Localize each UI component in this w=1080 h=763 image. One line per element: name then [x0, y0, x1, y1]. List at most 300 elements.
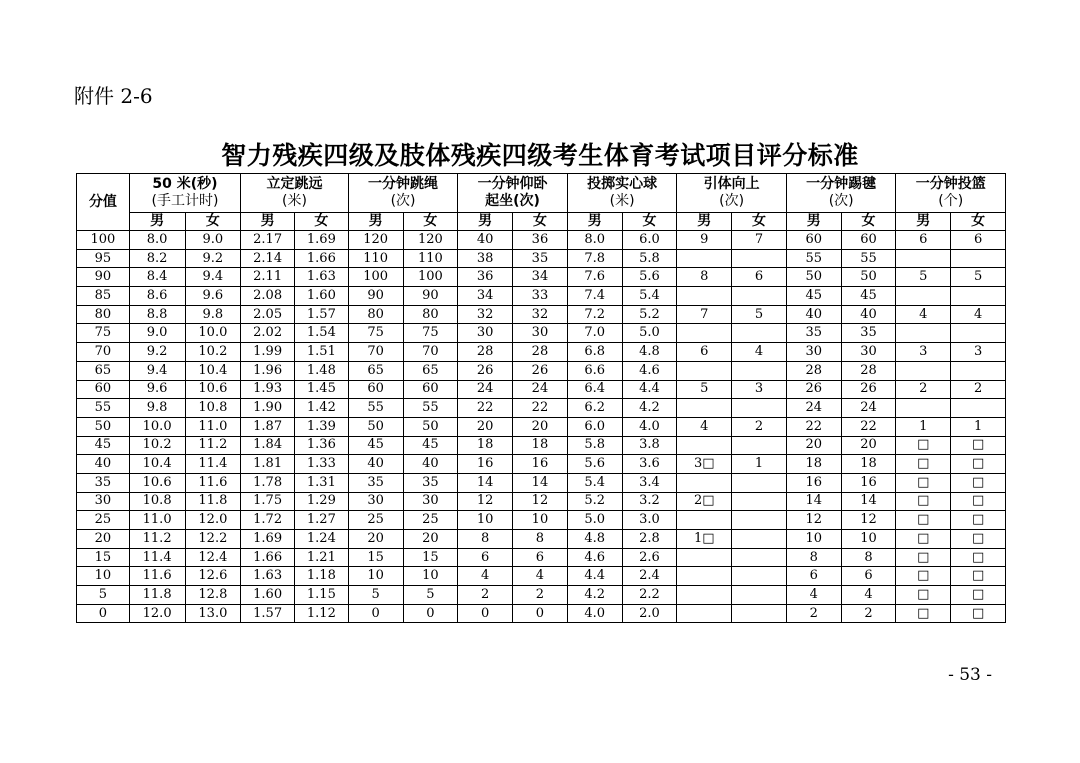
score-cell: 95	[77, 249, 130, 268]
table-cell: 9.4	[129, 361, 185, 380]
table-cell: □	[896, 548, 951, 567]
table-cell: 1.66	[241, 548, 295, 567]
table-cell: 3.2	[622, 492, 677, 511]
table-cell	[732, 548, 787, 567]
table-cell: 9.8	[129, 399, 185, 418]
table-cell: 65	[403, 361, 458, 380]
table-cell: 1.84	[241, 436, 295, 455]
table-cell: 12.2	[185, 530, 241, 549]
table-cell: 10	[348, 567, 403, 586]
table-cell: 50	[348, 417, 403, 436]
table-cell: 9.6	[185, 287, 241, 306]
table-cell: 8	[677, 268, 732, 287]
table-cell: 1.75	[241, 492, 295, 511]
table-cell: 11.6	[129, 567, 185, 586]
table-cell: 14	[458, 473, 513, 492]
score-cell: 85	[77, 287, 130, 306]
table-cell: □	[896, 567, 951, 586]
table-cell: 50	[786, 268, 841, 287]
event-name: 50 米(秒)	[152, 176, 218, 192]
table-cell	[896, 249, 951, 268]
table-cell: □	[896, 586, 951, 605]
table-cell: 2.05	[241, 305, 295, 324]
table-cell: 11.8	[129, 586, 185, 605]
male-header: 男	[241, 213, 295, 231]
female-header: 女	[403, 213, 458, 231]
table-cell: 1.54	[295, 324, 349, 343]
table-cell: 1.60	[295, 287, 349, 306]
male-header: 男	[348, 213, 403, 231]
table-cell: 1.12	[295, 604, 349, 623]
table-cell: 3	[896, 343, 951, 362]
table-cell: 40	[786, 305, 841, 324]
table-cell: 16	[513, 455, 568, 474]
table-cell: 9.6	[129, 380, 185, 399]
table-cell: □	[896, 511, 951, 530]
score-cell: 50	[77, 417, 130, 436]
table-cell: 80	[348, 305, 403, 324]
table-cell: 1.36	[295, 436, 349, 455]
table-cell: □	[951, 604, 1006, 623]
table-cell: 1	[951, 417, 1006, 436]
table-cell: 28	[786, 361, 841, 380]
table-cell: 33	[513, 287, 568, 306]
table-cell: 60	[841, 231, 896, 250]
table-cell: 12	[458, 492, 513, 511]
table-cell: 10.6	[185, 380, 241, 399]
table-cell: 80	[403, 305, 458, 324]
table-cell: 16	[786, 473, 841, 492]
table-cell: 1.63	[241, 567, 295, 586]
table-cell	[951, 324, 1006, 343]
table-cell: □	[896, 492, 951, 511]
table-cell: 10	[786, 530, 841, 549]
table-cell: 7.6	[567, 268, 622, 287]
table-cell: 3.8	[622, 436, 677, 455]
male-header: 男	[896, 213, 951, 231]
table-cell: 1.27	[295, 511, 349, 530]
table-cell: 6	[513, 548, 568, 567]
table-cell	[896, 287, 951, 306]
table-cell: 0	[458, 604, 513, 623]
table-cell: 0	[403, 604, 458, 623]
table-cell: 35	[403, 473, 458, 492]
table-cell: 8.8	[129, 305, 185, 324]
table-cell: 55	[786, 249, 841, 268]
table-cell: 5.0	[622, 324, 677, 343]
table-cell	[896, 361, 951, 380]
table-cell: 50	[841, 268, 896, 287]
table-cell: 1.66	[295, 249, 349, 268]
table-cell: 26	[458, 361, 513, 380]
table-cell: 8.0	[567, 231, 622, 250]
table-cell: 4	[841, 586, 896, 605]
table-cell: 8	[786, 548, 841, 567]
table-cell: 11.8	[185, 492, 241, 511]
table-cell	[677, 586, 732, 605]
table-cell: □	[951, 436, 1006, 455]
table-cell: 3.6	[622, 455, 677, 474]
table-cell: 5	[896, 268, 951, 287]
table-cell: 12.0	[129, 604, 185, 623]
table-cell	[732, 511, 787, 530]
table-cell: 3.4	[622, 473, 677, 492]
event-header	[786, 174, 896, 213]
table-cell: 5.2	[622, 305, 677, 324]
table-cell: 1.48	[295, 361, 349, 380]
table-cell: 7.0	[567, 324, 622, 343]
table-cell: 4	[951, 305, 1006, 324]
table-cell	[677, 361, 732, 380]
table-cell: 38	[458, 249, 513, 268]
table-cell: 2.08	[241, 287, 295, 306]
attachment-label: 附件 2-6	[74, 84, 153, 108]
table-cell: 9.2	[185, 249, 241, 268]
table-cell: 13.0	[185, 604, 241, 623]
table-cell: 25	[348, 511, 403, 530]
score-cell: 15	[77, 548, 130, 567]
table-cell: 2.17	[241, 231, 295, 250]
event-name: 一分钟投篮	[915, 176, 986, 192]
score-cell: 75	[77, 324, 130, 343]
table-cell: 5.2	[567, 492, 622, 511]
table-row	[77, 530, 1006, 549]
table-cell: 6	[458, 548, 513, 567]
table-cell: 4.4	[622, 380, 677, 399]
table-cell: 7.4	[567, 287, 622, 306]
female-header: 女	[513, 213, 568, 231]
table-cell: 11.2	[185, 436, 241, 455]
table-cell: 1.45	[295, 380, 349, 399]
table-cell	[677, 287, 732, 306]
table-cell: 4	[786, 586, 841, 605]
table-cell	[677, 511, 732, 530]
table-cell: 2	[458, 586, 513, 605]
table-cell: □	[951, 492, 1006, 511]
table-cell: 6.4	[567, 380, 622, 399]
score-cell: 25	[77, 511, 130, 530]
table-cell: 30	[458, 324, 513, 343]
table-cell: 5	[348, 586, 403, 605]
table-cell: □	[951, 548, 1006, 567]
table-cell: 40	[403, 455, 458, 474]
table-cell: 1.72	[241, 511, 295, 530]
table-cell: 1.24	[295, 530, 349, 549]
table-row	[77, 417, 1006, 436]
table-cell: 5	[951, 268, 1006, 287]
table-cell: 45	[841, 287, 896, 306]
table-cell: 100	[403, 268, 458, 287]
table-row	[77, 343, 1006, 362]
table-cell: 10.2	[185, 343, 241, 362]
table-cell: 9.2	[129, 343, 185, 362]
table-cell: 1	[732, 455, 787, 474]
table-cell: 6	[786, 567, 841, 586]
table-cell: 70	[403, 343, 458, 362]
table-cell: 24	[786, 399, 841, 418]
table-cell: 35	[786, 324, 841, 343]
table-cell	[951, 287, 1006, 306]
table-cell: 75	[403, 324, 458, 343]
table-row	[77, 361, 1006, 380]
table-cell: 60	[403, 380, 458, 399]
event-header	[241, 174, 349, 213]
table-cell: 120	[348, 231, 403, 250]
table-cell	[896, 399, 951, 418]
table-cell: 90	[348, 287, 403, 306]
table-cell	[732, 473, 787, 492]
table-cell: 30	[348, 492, 403, 511]
table-cell: 1.39	[295, 417, 349, 436]
table-cell	[732, 287, 787, 306]
table-cell: 1.57	[241, 604, 295, 623]
table-row	[77, 399, 1006, 418]
table-cell: 20	[513, 417, 568, 436]
event-name: 引体向上	[703, 176, 760, 192]
score-cell: 10	[77, 567, 130, 586]
table-cell: 1.21	[295, 548, 349, 567]
event-name: 投掷实心球	[587, 176, 658, 192]
event-header	[567, 174, 677, 213]
table-cell: 1	[896, 417, 951, 436]
event-unit: (次)	[390, 193, 416, 209]
table-cell: 6	[677, 343, 732, 362]
table-cell: 5	[403, 586, 458, 605]
table-cell: 5	[677, 380, 732, 399]
table-cell: 10.6	[129, 473, 185, 492]
score-cell: 90	[77, 268, 130, 287]
page-title: 智力残疾四级及肢体残疾四级考生体育考试项目评分标准	[221, 141, 859, 170]
table-cell: 5.4	[622, 287, 677, 306]
table-cell: 6.0	[567, 417, 622, 436]
table-cell: 1.93	[241, 380, 295, 399]
table-cell: 2.4	[622, 567, 677, 586]
female-header: 女	[295, 213, 349, 231]
table-cell: 6	[951, 231, 1006, 250]
table-cell	[732, 604, 787, 623]
table-cell: 1.31	[295, 473, 349, 492]
table-cell: □	[951, 586, 1006, 605]
table-cell: 10	[403, 567, 458, 586]
page-number: - 53 -	[948, 665, 992, 685]
table-cell: 18	[513, 436, 568, 455]
table-cell: 1.29	[295, 492, 349, 511]
table-cell: 14	[786, 492, 841, 511]
table-cell	[732, 530, 787, 549]
table-cell: 26	[513, 361, 568, 380]
table-cell: 10.0	[185, 324, 241, 343]
table-cell: 1.78	[241, 473, 295, 492]
table-cell: 12	[786, 511, 841, 530]
table-cell: 11.0	[129, 511, 185, 530]
table-cell: 5.8	[567, 436, 622, 455]
score-cell: 100	[77, 231, 130, 250]
table-cell: 5.4	[567, 473, 622, 492]
table-cell: □	[896, 530, 951, 549]
event-header	[348, 174, 458, 213]
male-header: 男	[677, 213, 732, 231]
table-cell	[677, 436, 732, 455]
table-cell: 10.4	[185, 361, 241, 380]
table-cell: 7.2	[567, 305, 622, 324]
score-cell: 60	[77, 380, 130, 399]
table-cell	[732, 586, 787, 605]
table-row	[77, 604, 1006, 623]
table-row	[77, 511, 1006, 530]
table-cell: 11.6	[185, 473, 241, 492]
table-cell: 1.33	[295, 455, 349, 474]
table-cell: 1.63	[295, 268, 349, 287]
table-cell: 22	[458, 399, 513, 418]
table-row	[77, 473, 1006, 492]
event-name: 一分钟跳绳	[368, 176, 439, 192]
table-cell	[732, 399, 787, 418]
table-cell: 8	[458, 530, 513, 549]
table-cell: 35	[513, 249, 568, 268]
table-cell: 18	[458, 436, 513, 455]
score-cell: 0	[77, 604, 130, 623]
table-cell: 40	[841, 305, 896, 324]
table-row	[77, 231, 1006, 250]
table-cell: 20	[458, 417, 513, 436]
male-header: 男	[567, 213, 622, 231]
score-cell: 45	[77, 436, 130, 455]
table-cell: 4	[896, 305, 951, 324]
table-cell: 6.0	[622, 231, 677, 250]
table-cell: 4	[458, 567, 513, 586]
table-cell: 12	[513, 492, 568, 511]
event-unit: (米)	[609, 193, 635, 209]
table-cell: 50	[403, 417, 458, 436]
table-cell: □	[951, 567, 1006, 586]
table-row	[77, 436, 1006, 455]
female-header: 女	[841, 213, 896, 231]
event-unit: (次)	[719, 193, 745, 209]
table-cell: 0	[513, 604, 568, 623]
table-cell: 2.14	[241, 249, 295, 268]
table-cell: 2	[732, 417, 787, 436]
table-cell: 36	[513, 231, 568, 250]
table-cell	[677, 567, 732, 586]
table-cell: 40	[458, 231, 513, 250]
score-cell: 30	[77, 492, 130, 511]
table-cell	[677, 249, 732, 268]
score-cell: 20	[77, 530, 130, 549]
table-cell: 1.87	[241, 417, 295, 436]
table-cell: 10.4	[129, 455, 185, 474]
table-cell: 8.2	[129, 249, 185, 268]
score-header: 分值	[77, 174, 130, 231]
table-cell: 22	[513, 399, 568, 418]
table-cell: 8.4	[129, 268, 185, 287]
table-cell: 9.4	[185, 268, 241, 287]
score-table	[76, 173, 1006, 623]
table-cell: 10	[841, 530, 896, 549]
event-unit: (个)	[938, 193, 964, 209]
table-cell: 28	[841, 361, 896, 380]
table-cell	[732, 492, 787, 511]
table-cell: □	[896, 455, 951, 474]
table-cell: 34	[458, 287, 513, 306]
score-cell: 40	[77, 455, 130, 474]
table-cell	[732, 436, 787, 455]
table-cell: 2.2	[622, 586, 677, 605]
table-cell: 28	[458, 343, 513, 362]
table-cell: 110	[403, 249, 458, 268]
table-cell: 36	[458, 268, 513, 287]
table-cell: □	[896, 473, 951, 492]
table-cell: 2	[951, 380, 1006, 399]
table-cell: 4	[513, 567, 568, 586]
score-cell: 65	[77, 361, 130, 380]
table-cell: 15	[348, 548, 403, 567]
table-cell	[896, 324, 951, 343]
table-cell: 16	[458, 455, 513, 474]
table-body	[77, 231, 1006, 623]
table-cell: 10.0	[129, 417, 185, 436]
table-cell: 1.51	[295, 343, 349, 362]
table-cell: 12	[841, 511, 896, 530]
table-cell: 2	[841, 604, 896, 623]
table-cell: 1.90	[241, 399, 295, 418]
table-cell: 2.8	[622, 530, 677, 549]
table-cell: □	[951, 530, 1006, 549]
table-cell: 3	[732, 380, 787, 399]
table-cell: 1.57	[295, 305, 349, 324]
table-cell: 12.6	[185, 567, 241, 586]
table-cell: 4.8	[567, 530, 622, 549]
table-cell: 1□	[677, 530, 732, 549]
table-cell: 32	[458, 305, 513, 324]
female-header: 女	[732, 213, 787, 231]
table-row	[77, 586, 1006, 605]
table-cell: 55	[841, 249, 896, 268]
table-cell: 9.0	[129, 324, 185, 343]
table-cell: 12.8	[185, 586, 241, 605]
table-cell: 5	[732, 305, 787, 324]
table-cell: 45	[786, 287, 841, 306]
male-header: 男	[786, 213, 841, 231]
table-cell	[677, 399, 732, 418]
score-cell: 55	[77, 399, 130, 418]
female-header: 女	[622, 213, 677, 231]
table-cell: 110	[348, 249, 403, 268]
table-cell: 8.0	[129, 231, 185, 250]
table-row	[77, 268, 1006, 287]
table-cell: 7	[677, 305, 732, 324]
table-cell: 5.0	[567, 511, 622, 530]
table-cell: 30	[513, 324, 568, 343]
table-cell: 30	[403, 492, 458, 511]
table-cell: 60	[786, 231, 841, 250]
table-cell: 5.6	[622, 268, 677, 287]
table-cell: 22	[841, 417, 896, 436]
table-cell: 26	[841, 380, 896, 399]
event-name: 一分钟踢毽	[806, 176, 877, 192]
table-cell: 10.8	[129, 492, 185, 511]
table-cell: 3.0	[622, 511, 677, 530]
table-cell: 20	[786, 436, 841, 455]
table-cell: 10.8	[185, 399, 241, 418]
event-unit: 起坐(次)	[485, 193, 540, 209]
table-cell: 1.18	[295, 567, 349, 586]
table-cell: 25	[403, 511, 458, 530]
table-cell: 18	[841, 455, 896, 474]
table-cell: 6.6	[567, 361, 622, 380]
table-cell: 20	[348, 530, 403, 549]
table-cell: 45	[403, 436, 458, 455]
table-row	[77, 380, 1006, 399]
